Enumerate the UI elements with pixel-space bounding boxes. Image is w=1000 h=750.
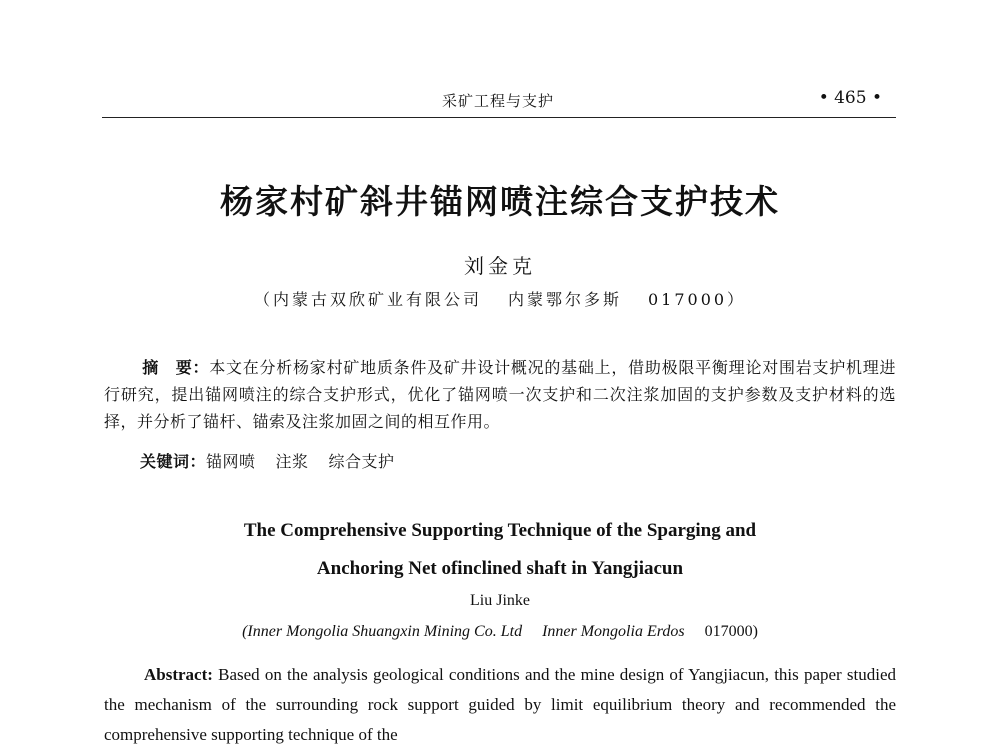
english-title-line: The Comprehensive Supporting Technique of the Sparging and [243,520,757,541]
english-title [0,512,1000,588]
chinese-abstract [104,354,896,435]
chinese-keywords [140,449,415,472]
chinese-author: 刘金克 [464,254,536,278]
chinese-title: 杨家村矿斜井锚网喷注综合支护技术 [220,182,780,221]
english-author: Liu Jinke [470,592,530,609]
affiliation-postcode: 017000） [647,290,747,309]
affiliation-org: （内蒙古双欣矿业有限公司 [253,290,482,309]
affiliation-place: Inner Mongolia Erdos [542,623,685,640]
chinese-affiliation [0,287,1000,310]
keyword: 综合支护 [328,452,395,471]
abstract-label: 摘 要： [142,358,210,377]
abstract-text: Based on the analysis geological conditions and the mine design of Yangjiacun, this paper studied the mechanism of the surrounding rock support guided by limit equilibrium theory and recommended the comprehensive supporting technique of the [104,665,896,744]
english-affiliation [0,623,1000,641]
keywords-label: 关键词： [140,452,207,471]
keyword: 锚网喷 [206,452,256,471]
journal-section-title: 采矿工程与支护 [442,92,555,110]
english-title-line: Anchoring Net ofinclined shaft in Yangjiacun [316,558,684,579]
page-number: • 465 • [818,88,882,108]
affiliation-org: (Inner Mongolia Shuangxin Mining Co. Ltd [242,623,523,640]
abstract-text: 本文在分析杨家村矿地质条件及矿井设计概况的基础上，借助极限平衡理论对围岩支护机理进行研究，提出锚网喷注的综合支护形式，优化了锚网喷一次支护和二次注浆加固的支护参数及支护材料的选择，并分析了锚杆、锚索及注浆加固之间的相互作用。 [104,358,896,431]
affiliation-place: 内蒙鄂尔多斯 [507,290,622,309]
abstract-label: Abstract: [144,665,213,684]
keyword: 注浆 [275,452,309,471]
running-header [104,88,896,114]
header-rule [102,117,896,118]
affiliation-postcode: 017000) [704,623,758,640]
